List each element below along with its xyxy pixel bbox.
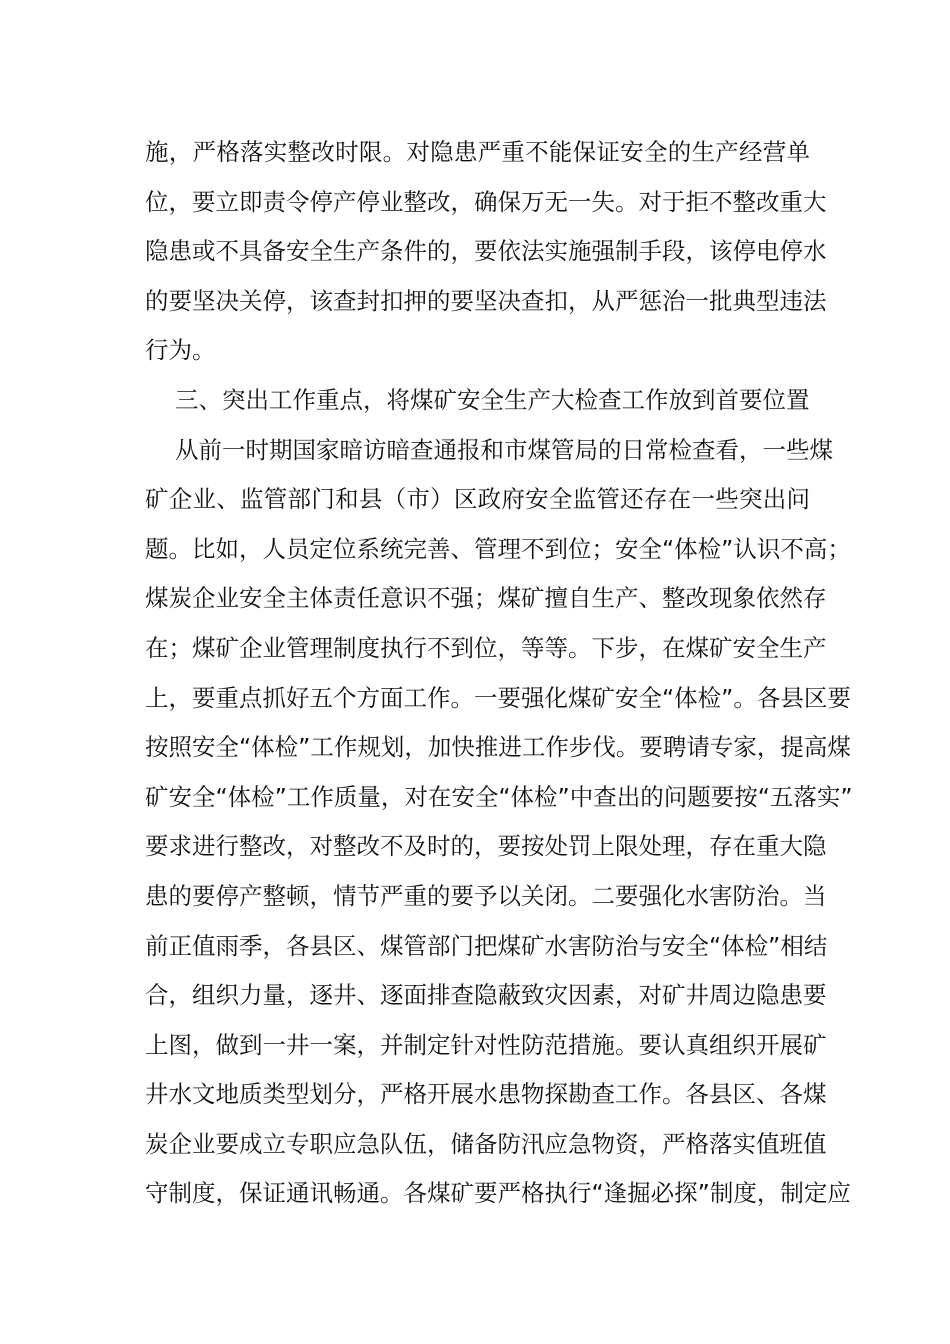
- text-line: 行为。: [145, 336, 216, 365]
- text-line: 的要坚决关停，该查封扣押的要坚决查扣，从严惩治一批典型违法: [145, 286, 827, 315]
- text-line: 施，严格落实整改时限。对隐患严重不能保证安全的生产经营单: [145, 138, 810, 166]
- text-line: 炭企业要成立专职应急队伍，储备防汛应急物资，严格落实值班值: [145, 1129, 827, 1158]
- text-line: 患的要停产整顿，情节严重的要予以关闭。二要强化水害防治。当: [145, 881, 827, 910]
- text-line: 隐患或不具备安全生产条件的，要依法实施强制手段，该停电停水: [145, 237, 827, 266]
- text-line: 矿安全“体检”工作质量，对在安全“体检”中查出的问题要按“五落实”: [145, 782, 853, 811]
- text-line: 题。比如，人员定位系统完善、管理不到位；安全“体检”认识不高；: [145, 534, 851, 563]
- text-line: 位，要立即责令停产停业整改，确保万无一失。对于拒不整改重大: [145, 187, 827, 216]
- text-line: 要求进行整改，对整改不及时的，要按处罚上限处理，存在重大隐: [145, 832, 827, 861]
- text-line: 按照安全“体检”工作规划，加快推进工作步伐。要聘请专家，提高煤: [145, 733, 851, 762]
- text-line: 守制度，保证通讯畅通。各煤矿要严格执行“逢掘必探”制度，制定应: [145, 1179, 851, 1208]
- text-line: 煤炭企业安全主体责任意识不强；煤矿擅自生产、整改现象依然存: [145, 584, 827, 613]
- body-text: [145, 128, 853, 1219]
- section-heading: 三、突出工作重点，将煤矿安全生产大检查工作放到首要位置: [175, 385, 810, 414]
- text-line: 合，组织力量，逐井、逐面排查隐蔽致灾因素，对矿井周边隐患要: [145, 981, 827, 1010]
- text-line: 在；煤矿企业管理制度执行不到位，等等。下步，在煤矿安全生产: [145, 633, 827, 662]
- text-line: 从前一时期国家暗访暗查通报和市煤管局的日常检查看，一些煤: [175, 435, 833, 464]
- text-line: 矿企业、监管部门和县（市）区政府安全监管还存在一些突出问: [145, 485, 810, 514]
- text-line: 井水文地质类型划分，严格开展水患物探勘查工作。各县区、各煤: [145, 1080, 827, 1109]
- text-line: 上图，做到一井一案，并制定针对性防范措施。要认真组织开展矿: [145, 1030, 827, 1059]
- text-line: 前正值雨季，各县区、煤管部门把煤矿水害防治与安全“体检”相结: [145, 931, 828, 960]
- text-line: 上，要重点抓好五个方面工作。一要强化煤矿安全“体检”。各县区要: [145, 683, 851, 712]
